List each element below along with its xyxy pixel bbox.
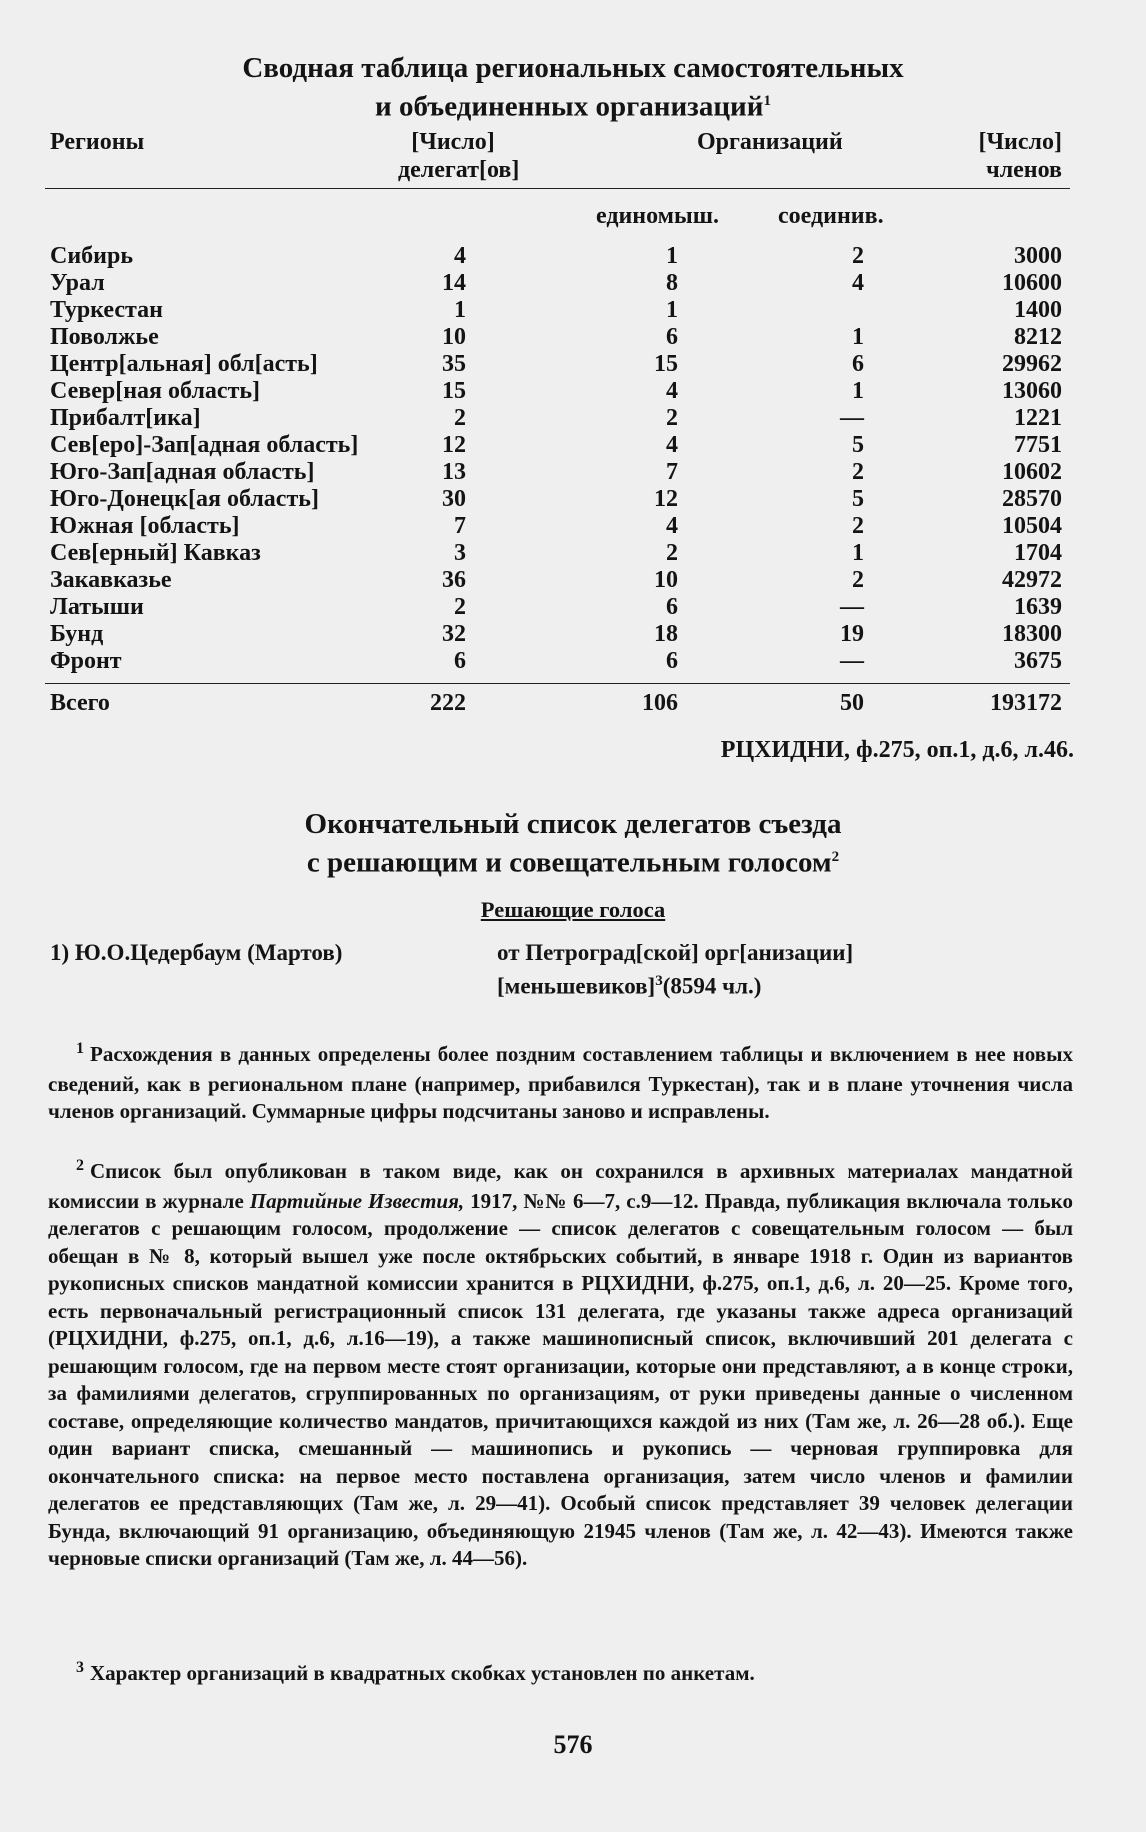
combined-cell: 2 <box>852 243 864 269</box>
members-cell: 42972 <box>1002 567 1062 593</box>
combined-cell: 5 <box>852 486 864 512</box>
region-cell: Сев[еро]-Зап[адная область] <box>50 432 359 458</box>
members-cell: 10602 <box>1002 459 1062 485</box>
table-row <box>0 405 1146 432</box>
region-cell: Латыши <box>50 594 144 620</box>
members-cell: 3000 <box>1014 243 1062 269</box>
table-row <box>0 351 1146 378</box>
delegates-cell: 30 <box>442 486 466 512</box>
members-cell: 28570 <box>1002 486 1062 512</box>
table-row <box>0 513 1146 540</box>
unified-cell: 6 <box>666 594 678 620</box>
total-combined: 50 <box>840 690 864 716</box>
combined-cell: 2 <box>852 459 864 485</box>
total-label: Всего <box>50 690 110 716</box>
total-members: 193172 <box>990 690 1062 716</box>
delegate-members: (8594 чл.) <box>662 973 762 999</box>
table-row <box>0 486 1146 513</box>
list-title-line2: с решающим и совещательным голосом <box>306 846 832 879</box>
unified-cell: 1 <box>666 243 678 269</box>
members-cell: 10504 <box>1002 513 1062 539</box>
delegates-cell: 12 <box>442 432 466 458</box>
combined-cell: 1 <box>852 324 864 350</box>
delegates-cell: 7 <box>454 513 466 539</box>
delegates-cell: 15 <box>442 378 466 404</box>
delegates-cell: 1 <box>454 297 466 323</box>
list-title-line1: Окончательный список делегатов съезда <box>304 808 842 840</box>
table-row <box>0 378 1146 405</box>
footnote-1-text: Расхождения в данных определены более поздним составлением таблицы и включением в нее новых сведений, как в региональном плане (например, прибавился Туркестан), так и в плане уточнения числа членов организаций. Суммарные цифры подсчитаны заново и исправлены. <box>48 1042 1073 1123</box>
header-delegates-line2: делегат[ов] <box>398 157 520 183</box>
delegates-cell: 14 <box>442 270 466 296</box>
footnote-2-mark: 2 <box>76 1157 84 1174</box>
combined-cell: 19 <box>840 621 864 647</box>
region-cell: Прибалт[ика] <box>50 405 201 431</box>
table-row <box>0 297 1146 324</box>
combined-cell: 1 <box>852 378 864 404</box>
members-cell: 8212 <box>1014 324 1062 350</box>
members-cell: 1704 <box>1014 540 1062 566</box>
footnote-3-mark: 3 <box>76 1659 84 1676</box>
unified-cell: 4 <box>666 513 678 539</box>
region-cell: Юго-Донецк[ая область] <box>50 486 319 512</box>
total-unified: 106 <box>642 690 678 716</box>
unified-cell: 8 <box>666 270 678 296</box>
region-cell: Сибирь <box>50 243 134 269</box>
combined-cell: — <box>840 648 864 674</box>
members-cell: 10600 <box>1002 270 1062 296</box>
total-divider <box>45 683 1070 684</box>
members-cell: 7751 <box>1014 432 1062 458</box>
footnote-2 <box>48 1158 1073 1573</box>
list-title <box>0 808 1146 880</box>
delegates-cell: 35 <box>442 351 466 377</box>
header-regions: Регионы <box>50 129 145 155</box>
members-cell: 3675 <box>1014 648 1062 674</box>
combined-cell: 6 <box>852 351 864 377</box>
delegates-cell: 2 <box>454 594 466 620</box>
table-row <box>0 567 1146 594</box>
region-cell: Южная [область] <box>50 513 240 539</box>
delegates-cell: 36 <box>442 567 466 593</box>
table-title-line2: и объединенных организаций <box>375 90 764 123</box>
region-cell: Бунд <box>50 621 104 647</box>
footnote-3-text: Характер организаций в квадратных скобках установлен по анкетам. <box>90 1661 755 1685</box>
region-cell: Поволжье <box>50 324 159 350</box>
members-cell: 1221 <box>1014 405 1062 431</box>
header-organizations: Организаций <box>697 129 843 155</box>
region-cell: Урал <box>50 270 105 296</box>
unified-cell: 15 <box>654 351 678 377</box>
combined-cell: 1 <box>852 540 864 566</box>
members-cell: 1639 <box>1014 594 1062 620</box>
table-row <box>0 432 1146 459</box>
header-unified: единомыш. <box>596 203 720 229</box>
table-row <box>0 243 1146 270</box>
header-delegates <box>398 128 520 184</box>
region-cell: Центр[альная] обл[асть] <box>50 351 318 377</box>
combined-cell: — <box>840 594 864 620</box>
unified-cell: 2 <box>666 540 678 566</box>
delegates-cell: 32 <box>442 621 466 647</box>
region-cell: Туркестан <box>50 297 163 323</box>
region-cell: Юго-Зап[адная область] <box>50 459 315 485</box>
table-row <box>0 324 1146 351</box>
region-cell: Север[ная область] <box>50 378 261 404</box>
region-cell: Закавказье <box>50 567 172 593</box>
total-row <box>0 690 1146 717</box>
footnote-3 <box>48 1660 1073 1690</box>
delegate-org <box>497 938 853 1001</box>
footnote-ref-3: 3 <box>655 973 663 989</box>
footnote-1-mark: 1 <box>76 1040 84 1057</box>
page-number: 576 <box>553 1730 593 1759</box>
unified-cell: 7 <box>666 459 678 485</box>
table-row <box>0 594 1146 621</box>
delegate-name: 1) Ю.О.Цедербаум (Мартов) <box>50 940 343 965</box>
delegate-org-line1: от Петроград[ской] орг[анизации] <box>497 940 854 965</box>
combined-cell: 4 <box>852 270 864 296</box>
header-members-line1: [Число] <box>978 129 1062 155</box>
footnote-2-text-b: 1917, №№ 6—7, с.9—12. Правда, публикация включала только делегатов с решающим голосом, продолжение — список делегатов с совещательным голосом — был обещан в № 8, который вышел уже после октябрьских событий, в январе 1918 г. Один из вариантов рукописных списков мандатной комиссии хранится в РЦХИДНИ, ф.275, оп.1, д.6, л. 20—25. Кроме того, есть первоначальный регистрационный список 131 делегата, где указаны также адреса организаций (РЦХИДНИ, ф.275, оп.1, д.6, л.16—19), а также машинописный список, включивший 201 делегата с решающим голосом, где на первом месте стоят организации, которые они представляют, а в конце строки, за фамилиями делегатов, сгруппированных по организациям, от руки приведены данные о численном составе, определяющие количество мандатов, причитающихся каждой из них (Там же, л. 26—28 об.). Еще один вариант списка, смешанный — машинопись и рукопись — черновая группировка для окончательного списка: на первое место поставлена организация, затем число членов и фамилии делегатов ее представляющих (Там же, л. 29—41). Особый список представляет 39 человек делегации Бунда, включающий 91 организацию, объединяющую 21945 членов (Там же, л. 42—43). Имеются также черновые списки организаций (Там же, л. 44—56). <box>48 1188 1073 1570</box>
table-row <box>0 459 1146 486</box>
footnote-1 <box>48 1041 1073 1126</box>
header-members-line2: членов <box>986 157 1062 183</box>
delegates-cell: 13 <box>442 459 466 485</box>
footnote-ref-2: 2 <box>831 849 840 865</box>
members-cell: 18300 <box>1002 621 1062 647</box>
delegates-cell: 2 <box>454 405 466 431</box>
table-source: РЦХИДНИ, ф.275, оп.1, д.6, л.46. <box>720 737 1074 763</box>
unified-cell: 6 <box>666 324 678 350</box>
combined-cell: 2 <box>852 567 864 593</box>
delegates-cell: 10 <box>442 324 466 350</box>
footnote-ref-1: 1 <box>763 93 771 109</box>
unified-cell: 18 <box>654 621 678 647</box>
table-title-line1: Сводная таблица региональных самостоятельных <box>242 52 904 84</box>
subheading-deciding-votes: Решающие голоса <box>480 897 666 922</box>
unified-cell: 2 <box>666 405 678 431</box>
delegate-org-line2: [меньшевиков] <box>497 973 656 999</box>
table-row <box>0 540 1146 567</box>
unified-cell: 12 <box>654 486 678 512</box>
members-cell: 13060 <box>1002 378 1062 404</box>
unified-cell: 4 <box>666 432 678 458</box>
table-row <box>0 648 1146 675</box>
unified-cell: 10 <box>654 567 678 593</box>
header-members <box>960 128 1062 184</box>
delegates-cell: 6 <box>454 648 466 674</box>
combined-cell: 2 <box>852 513 864 539</box>
combined-cell: — <box>840 405 864 431</box>
delegates-cell: 4 <box>454 243 466 269</box>
region-cell: Фронт <box>50 648 122 674</box>
members-cell: 29962 <box>1002 351 1062 377</box>
region-cell: Сев[ерный] Кавказ <box>50 540 261 566</box>
unified-cell: 4 <box>666 378 678 404</box>
delegates-cell: 3 <box>454 540 466 566</box>
members-cell: 1400 <box>1014 297 1062 323</box>
table-row <box>0 270 1146 297</box>
footnote-2-text-a: Список был опубликован в таком виде, как он сохранился в архивных материалах мандатной комиссии в журнале <box>48 1159 1073 1213</box>
unified-cell: 1 <box>666 297 678 323</box>
total-delegates: 222 <box>430 690 466 716</box>
unified-cell: 6 <box>666 648 678 674</box>
footnote-2-journal: Партийные Известия, <box>249 1188 465 1213</box>
table-title <box>0 52 1146 124</box>
table-row <box>0 621 1146 648</box>
combined-cell: 5 <box>852 432 864 458</box>
header-divider <box>45 188 1070 189</box>
header-delegates-line1: [Число] <box>411 129 495 155</box>
header-combined: соединив. <box>778 203 884 229</box>
